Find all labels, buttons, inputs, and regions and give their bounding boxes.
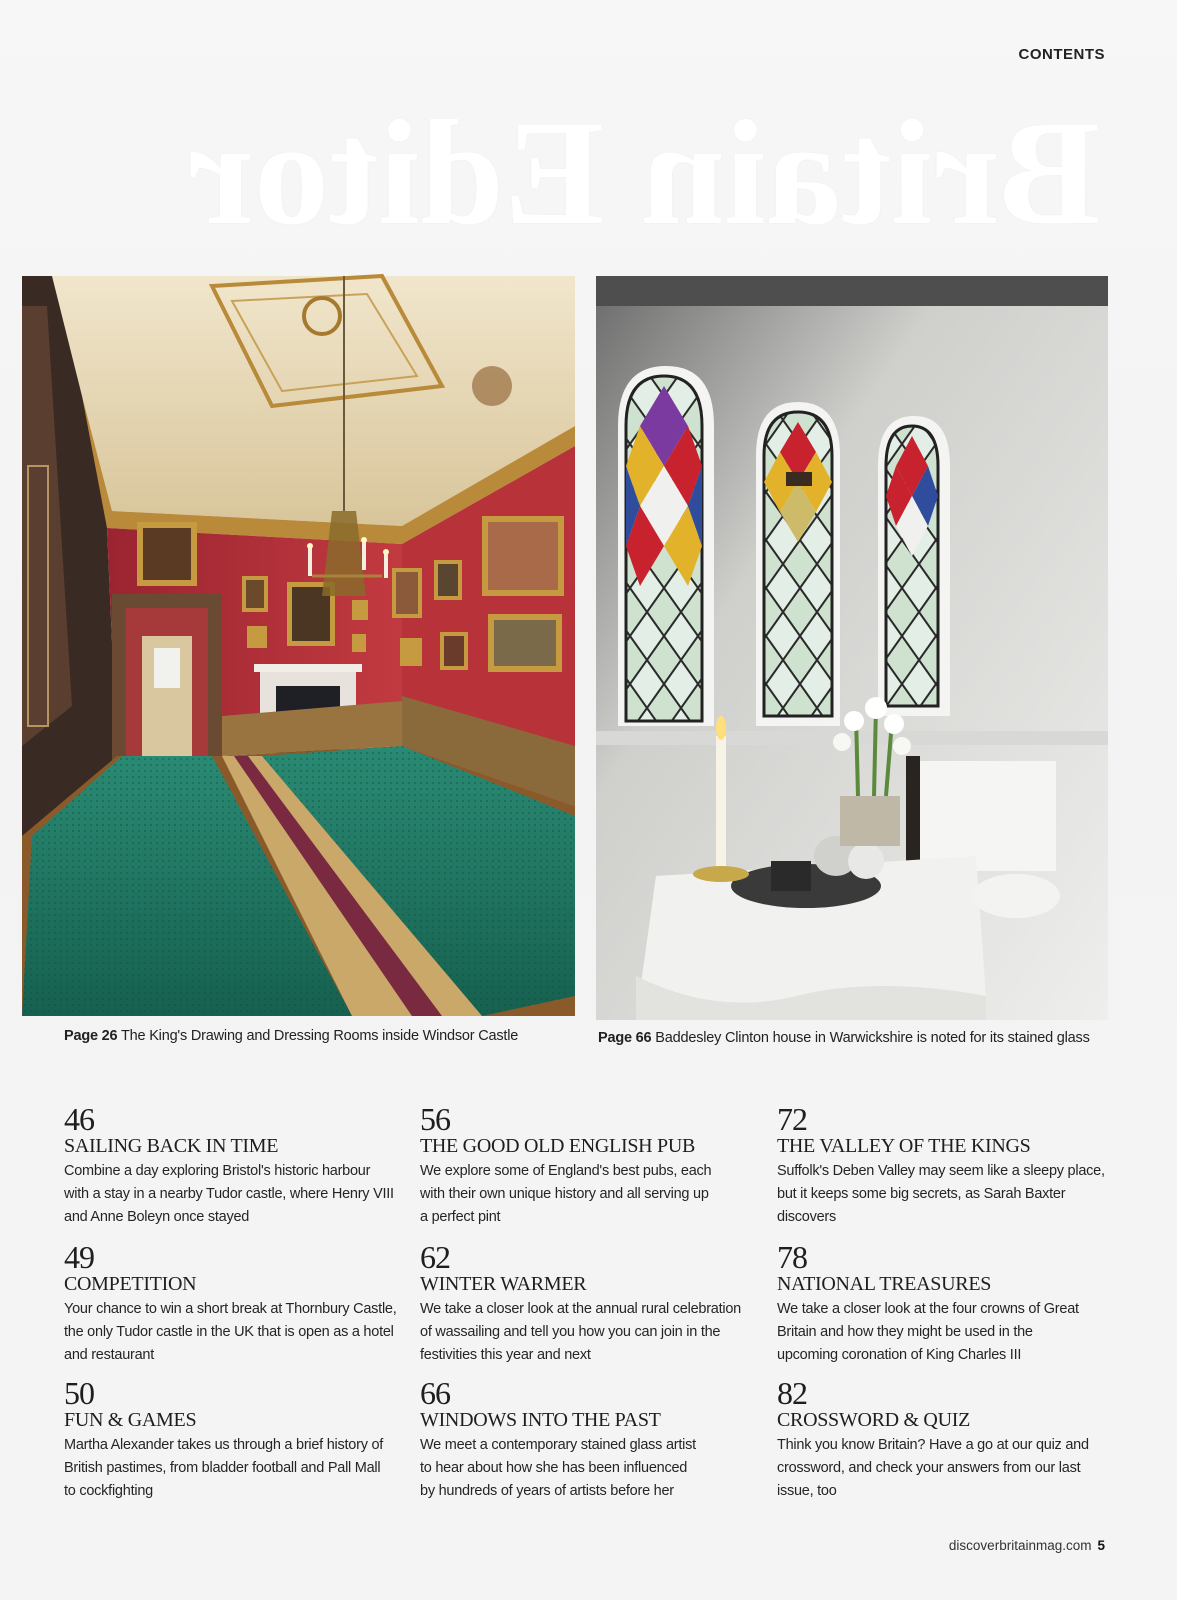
- toc-desc-line: with a stay in a nearby Tudor castle, where Henry VIII: [64, 1186, 394, 1202]
- toc-description: [64, 1434, 404, 1503]
- toc-desc-line: We take a closer look at the annual rural celebration: [420, 1301, 741, 1317]
- toc-description: [420, 1434, 760, 1503]
- toc-desc-line: British pastimes, from bladder football and Pall Mall: [64, 1460, 381, 1476]
- toc-entry-windows-into-the-past[interactable]: [420, 1375, 760, 1503]
- caption-text: Baddesley Clinton house in Warwickshire is noted for its stained glass: [655, 1030, 1090, 1046]
- toc-page-number: 72: [777, 1101, 807, 1137]
- toc-entry-fun-and-games[interactable]: [64, 1375, 404, 1503]
- toc-description: [420, 1298, 760, 1367]
- stained-glass-illustration: [596, 276, 1108, 1020]
- toc-entry-crossword-and-quiz[interactable]: [777, 1375, 1117, 1503]
- toc-entry-winter-warmer[interactable]: [420, 1239, 760, 1367]
- toc-desc-line: with their own unique history and all serving up: [420, 1186, 709, 1202]
- toc-entry-competition[interactable]: [64, 1239, 404, 1367]
- caption-page-ref: Page 66: [598, 1030, 652, 1046]
- toc-page-number: 78: [777, 1239, 807, 1275]
- toc-page-number: 62: [420, 1239, 450, 1275]
- toc-title: THE VALLEY OF THE KINGS: [777, 1135, 1031, 1157]
- toc-title: SAILING BACK IN TIME: [64, 1135, 279, 1157]
- toc-entry-good-old-english-pub[interactable]: [420, 1101, 760, 1229]
- toc-description: [420, 1160, 760, 1229]
- ghost-masthead-text: Britain Editor: [187, 90, 1100, 256]
- toc-entry-sailing-back-in-time[interactable]: [64, 1101, 404, 1229]
- toc-desc-line: the only Tudor castle in the UK that is open as a hotel: [64, 1324, 394, 1340]
- toc-page-number: 49: [64, 1239, 94, 1275]
- toc-desc-line: Britain and how they might be used in the: [777, 1324, 1033, 1340]
- toc-desc-line: Think you know Britain? Have a go at our quiz and: [777, 1437, 1089, 1453]
- toc-title: FUN & GAMES: [64, 1409, 197, 1431]
- page-number: 5: [1097, 1538, 1105, 1553]
- toc-desc-line: Your chance to win a short break at Thornbury Castle,: [64, 1301, 397, 1317]
- toc-desc-line: by hundreds of years of artists before her: [420, 1483, 674, 1499]
- toc-description: [777, 1434, 1117, 1503]
- toc-page-number: 66: [420, 1375, 450, 1411]
- toc-page-number: 46: [64, 1101, 94, 1137]
- toc-desc-line: festivities this year and next: [420, 1347, 591, 1363]
- toc-desc-line: We explore some of England's best pubs, each: [420, 1163, 712, 1179]
- caption-page-ref: Page 26: [64, 1028, 118, 1044]
- toc-desc-line: of wassailing and tell you how you can join in the: [420, 1324, 721, 1340]
- toc-desc-line: upcoming coronation of King Charles III: [777, 1347, 1022, 1363]
- toc-title: COMPETITION: [64, 1273, 197, 1295]
- toc-desc-line: and Anne Boleyn once stayed: [64, 1209, 250, 1225]
- toc-desc-line: Suffolk's Deben Valley may seem like a sleepy place,: [777, 1163, 1105, 1179]
- toc-desc-line: We meet a contemporary stained glass artist: [420, 1437, 696, 1453]
- toc-desc-line: and restaurant: [64, 1347, 155, 1363]
- toc-page-number: 50: [64, 1375, 94, 1411]
- toc-description: [64, 1298, 404, 1367]
- toc-desc-line: Martha Alexander takes us through a brief history of: [64, 1437, 384, 1453]
- toc-description: [777, 1160, 1117, 1229]
- section-label: CONTENTS: [1018, 46, 1105, 63]
- toc-desc-line: but it keeps some big secrets, as Sarah Baxter: [777, 1186, 1066, 1202]
- toc-entry-national-treasures[interactable]: [777, 1239, 1117, 1367]
- toc-desc-line: Combine a day exploring Bristol's historic harbour: [64, 1163, 371, 1179]
- toc-page-number: 56: [420, 1101, 450, 1137]
- toc-title: WINTER WARMER: [420, 1273, 587, 1295]
- toc-page-number: 82: [777, 1375, 807, 1411]
- toc-desc-line: crossword, and check your answers from our last: [777, 1460, 1081, 1476]
- toc-desc-line: to hear about how she has been influenced: [420, 1460, 688, 1476]
- toc-entry-valley-of-the-kings[interactable]: [777, 1101, 1117, 1229]
- toc-desc-line: a perfect pint: [420, 1209, 501, 1225]
- footer-website-link[interactable]: discoverbritainmag.com: [948, 1538, 1092, 1553]
- photo-baddesley-stained-glass: [596, 276, 1108, 1020]
- toc-desc-line: to cockfighting: [64, 1483, 153, 1499]
- caption-text: The King's Drawing and Dressing Rooms inside Windsor Castle: [121, 1028, 519, 1044]
- caption-baddesley: [598, 1030, 1090, 1046]
- toc-desc-line: We take a closer look at the four crowns of Great: [777, 1301, 1079, 1317]
- toc-description: [64, 1160, 404, 1229]
- toc-title: THE GOOD OLD ENGLISH PUB: [420, 1135, 696, 1157]
- toc-desc-line: discovers: [777, 1209, 836, 1225]
- toc-title: CROSSWORD & QUIZ: [777, 1409, 970, 1431]
- page-footer: [949, 1538, 1105, 1553]
- photo-windsor-drawing-room: [22, 276, 575, 1016]
- caption-windsor: [64, 1028, 518, 1044]
- windsor-room-illustration: [22, 276, 575, 1016]
- toc-title: WINDOWS INTO THE PAST: [420, 1409, 661, 1431]
- toc-desc-line: issue, too: [777, 1483, 837, 1499]
- toc-title: NATIONAL TREASURES: [777, 1273, 992, 1295]
- toc-description: [777, 1298, 1117, 1367]
